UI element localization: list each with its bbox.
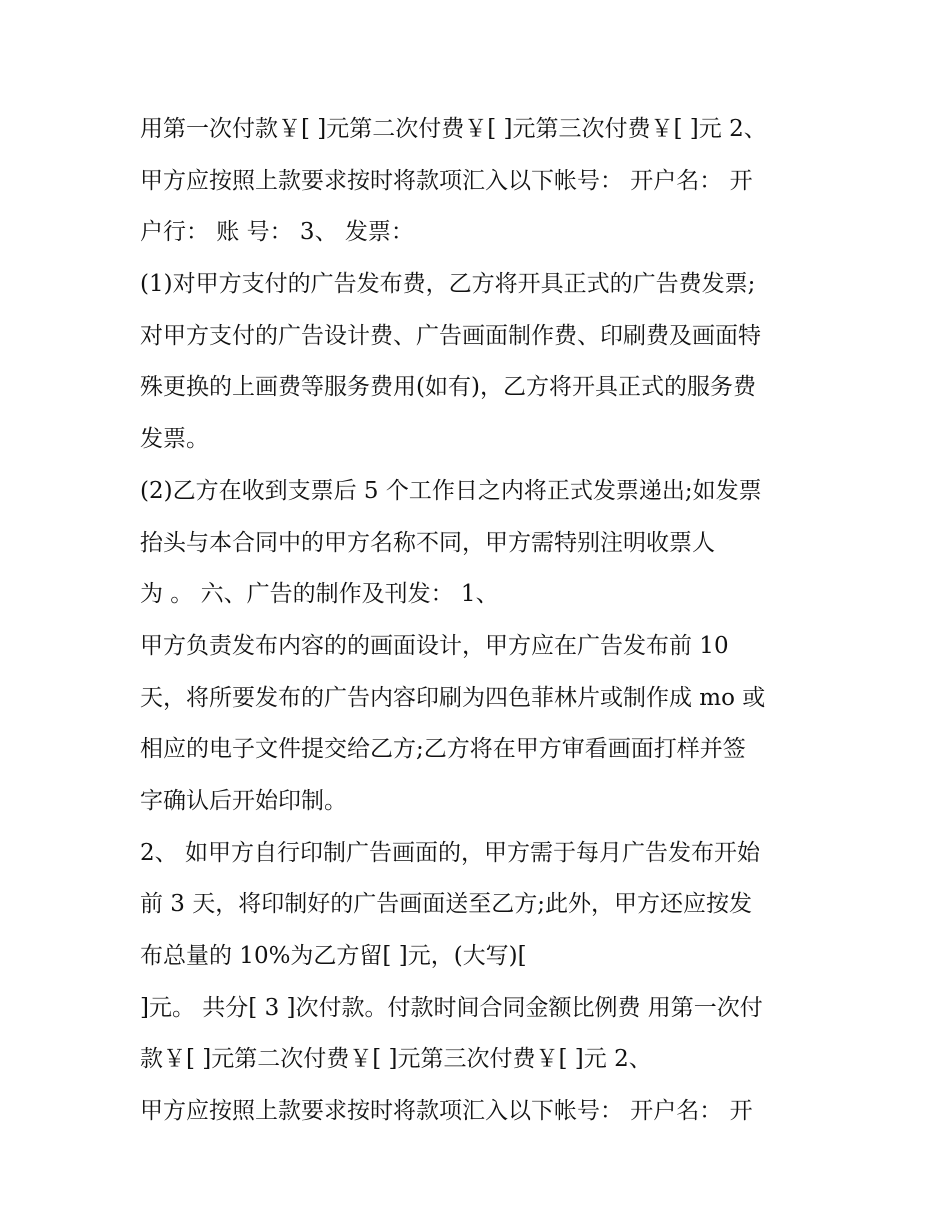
text-line: 字确认后开始印制。 [140,787,347,814]
text-line: 殊更换的上画费等服务费用(如有)，乙方将开具正式的服务费 [140,374,756,401]
text-line: (1)对甲方支付的广告发布费，乙方将开具正式的广告费发票; [140,271,756,298]
text-line: 前 3 天，将印制好的广告画面送至乙方;此外，甲方还应按发 [140,891,753,918]
text-line: 天，将所要发布的广告内容印刷为四色菲林片或制作成 mo 或 [140,684,766,711]
text-line: 用第一次付款￥[ ]元第二次付费￥[ ]元第三次付费￥[ ]元 2、 [140,116,767,142]
text-line: 2、 如甲方自行印制广告画面的，甲方需于每月广告发布开始 [140,839,760,866]
text-line: ]元。 共分[ 3 ]次付款。付款时间合同金额比例费 用第一次付 [140,994,763,1021]
text-line: 对甲方支付的广告设计费、广告画面制作费、印刷费及画面特 [140,322,761,349]
text-line: 发票。 [140,426,209,453]
text-line: 为 。 六、广告的制作及刊发： 1、 [140,581,499,608]
text-line: 抬头与本合同中的甲方名称不同，甲方需特别注明收票人 [140,529,715,556]
text-line: 甲方应按照上款要求按时将款项汇入以下帐号： 开户名： 开 [140,1098,753,1125]
text-line: 款￥[ ]元第二次付费￥[ ]元第三次付费￥[ ]元 2、 [140,1046,652,1073]
text-line: 相应的电子文件提交给乙方;乙方将在甲方审看画面打样并签 [140,736,746,763]
text-line: 布总量的 10%为乙方留[ ]元，(大写)[ [140,943,527,969]
text-line: 甲方负责发布内容的的画面设计，甲方应在广告发布前 10 [140,632,729,659]
document-body [140,108,820,1142]
text-line: (2)乙方在收到支票后 5 个工作日之内将正式发票递出;如发票 [140,477,762,504]
text-line: 甲方应按照上款要求按时将款项汇入以下帐号： 开户名： 开 [140,167,753,194]
text-line: 户行： 账 号： 3、 发票： [140,219,414,246]
